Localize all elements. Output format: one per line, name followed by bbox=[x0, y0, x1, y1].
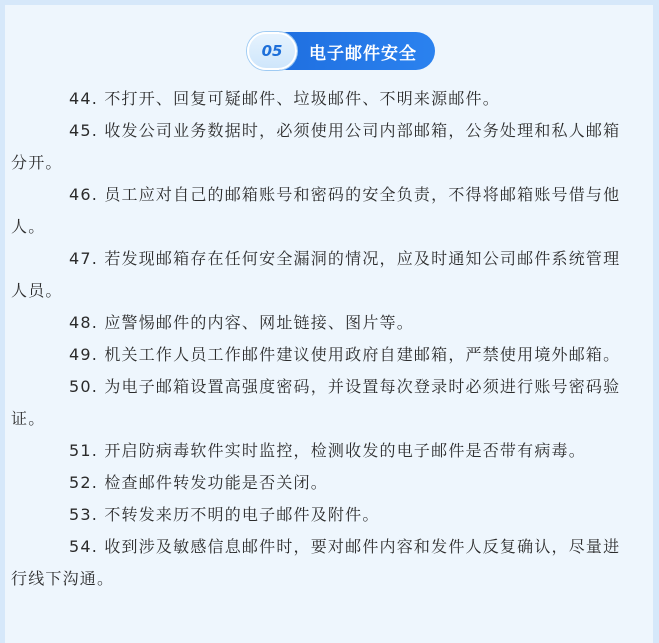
rule-item-48: 48. 应警惕邮件的内容、网址链接、图片等。 bbox=[69, 313, 414, 332]
section-header bbox=[247, 32, 435, 70]
rule-item-54: 54. 收到涉及敏感信息邮件时，要对邮件内容和发件人反复确认，尽量进行线下沟通。 bbox=[11, 537, 621, 588]
rule-item-44: 44. 不打开、回复可疑邮件、垃圾邮件、不明来源邮件。 bbox=[69, 89, 500, 108]
rule-item-45: 45. 收发公司业务数据时，必须使用公司内部邮箱，公务处理和私人邮箱分开。 bbox=[11, 121, 621, 172]
rule-item-50: 50. 为电子邮箱设置高强度密码，并设置每次登录时必须进行账号密码验证。 bbox=[11, 377, 621, 428]
rule-item-53: 53. 不转发来历不明的电子邮件及附件。 bbox=[69, 505, 380, 524]
rule-item-52: 52. 检查邮件转发功能是否关闭。 bbox=[69, 473, 328, 492]
rule-item-51: 51. 开启防病毒软件实时监控，检测收发的电子邮件是否带有病毒。 bbox=[69, 441, 586, 460]
rule-item-46: 46. 员工应对自己的邮箱账号和密码的安全负责，不得将邮箱账号借与他人。 bbox=[11, 185, 621, 236]
rule-item-47: 47. 若发现邮箱存在任何安全漏洞的情况，应及时通知公司邮件系统管理人员。 bbox=[11, 249, 621, 300]
section-title: 电子邮件安全 bbox=[279, 32, 435, 70]
section-number-badge: 05 bbox=[247, 32, 297, 70]
rule-item-49: 49. 机关工作人员工作邮件建议使用政府自建邮箱，严禁使用境外邮箱。 bbox=[69, 345, 621, 364]
rules-list bbox=[11, 83, 627, 595]
